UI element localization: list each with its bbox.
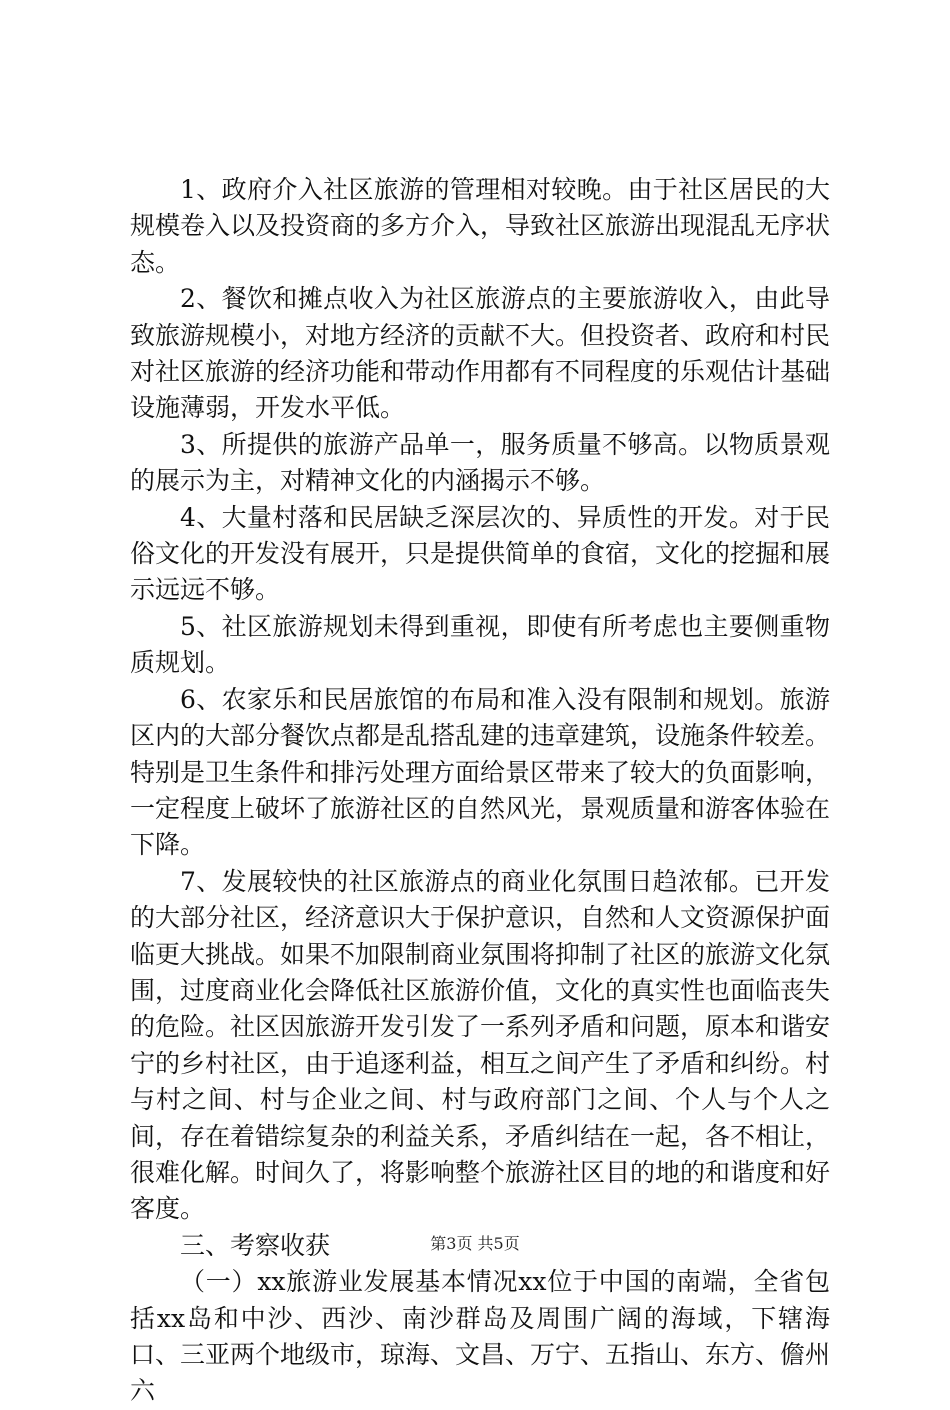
page-footer: 第3页 共5页 [430,1234,520,1253]
paragraph-4: 4、大量村落和民居缺乏深层次的、异质性的开发。对于民俗文化的开发没有展开，只是提供简单的食宿，文化的挖掘和展示远远不够。 [130,502,831,605]
paragraph-1: 1、政府介入社区旅游的管理相对较晚。由于社区居民的大规模卷入以及投资商的多方介入，导致社区旅游出现混乱无序状态。 [130,175,831,277]
paragraph-8: （一）xx旅游业发展基本情况xx位于中国的南端，全省包括xx岛和中沙、西沙、南沙群岛及周围广阔的海域，下辖海口、三亚两个地级市，琼海、文昌、万宁、五指山、东方、儋州六 [130,1267,831,1406]
section-heading: 三、考察收获 [180,1230,331,1260]
paragraph-6: 6、农家乐和民居旅馆的布局和准入没有限制和规划。旅游区内的大部分餐饮点都是乱搭乱建的违章建筑，设施条件较差。特别是卫生条件和排污处理方面给景区带来了较大的负面影响，一定程度上破坏了旅游社区的自然风光，景观质量和游客体验在下降。 [130,684,831,860]
paragraph-5: 5、社区旅游规划未得到重视，即使有所考虑也主要侧重物质规划。 [130,611,830,678]
paragraph-3: 3、所提供的旅游产品单一，服务质量不够高。以物质景观的展示为主，对精神文化的内涵揭示不够。 [130,429,830,496]
paragraph-2: 2、餐饮和摊点收入为社区旅游点的主要旅游收入，由此导致旅游规模小，对地方经济的贡献不大。但投资者、政府和村民对社区旅游的经济功能和带动作用都有不同程度的乐观估计基础设施薄弱，开发水平低。 [130,284,831,423]
paragraph-7: 7、发展较快的社区旅游点的商业化氛围日趋浓郁。已开发的大部分社区，经济意识大于保护意识，自然和人文资源保护面临更大挑战。如果不加限制商业氛围将抑制了社区的旅游文化氛围，过度商业化会降低社区旅游价值，文化的真实性也面临丧失的危险。社区因旅游开发引发了一系列矛盾和问题，原本和谐安宁的乡村社区，由于追逐利益，相互之间产生了矛盾和纠纷。村与村之间、村与企业之间、村与政府部门之间、个人与个人之间，存在着错综复杂的利益关系，矛盾纠结在一起，各不相让，很难化解。时间久了，将影响整个旅游社区目的地的和谐度和好客度。 [130,866,831,1224]
document-body [130,172,830,1410]
